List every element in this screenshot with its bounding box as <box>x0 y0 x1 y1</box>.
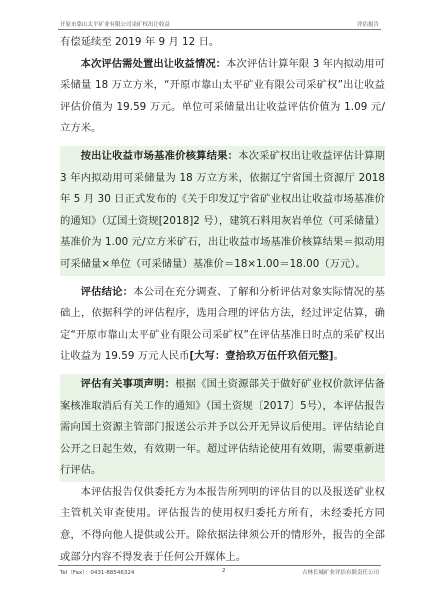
paragraph-lead: 评估有关事项声明： <box>80 377 176 390</box>
paragraph-text: 根据《国土资源部关于做好矿业权价款评估备案核准取消后有关工作的通知》（国土资规〔2017〕5号），本评估报告需向国土资源主管部门报送公示并予以公开无异议后使用。评估结论自公开之日起生效，有效期一年。超过评估结论使用有效期，需要重新进行评估。 <box>60 377 386 477</box>
paragraph-conclusion <box>60 282 385 368</box>
amount-in-words: [大写：壹拾玖万伍仟玖佰元整] <box>189 350 334 363</box>
header-doc-type: 评估报告 <box>356 22 379 28</box>
paragraph-benchmark <box>60 146 385 276</box>
paragraph-text: 本公司在充分调查、了解和分析评估对象实际情况的基础上，依据科学的评估程序，选用合理的评估方法，经过评定估算，确定“开原市靠山太平矿业有限公司采矿权”在评估基准日时点的采矿权出让收益为 19.59 万元人民币 <box>60 285 386 363</box>
paragraph-continuation: 有偿延续至 2019 年 9 月 12 日。 <box>60 36 220 48</box>
paragraph-text: 本次评估计算年限 3 年内拟动用可采储量 18 万立方米，“开原市靠山太平矿业有限公司采矿权”出让收益评估价值为 19.59 万元。单位可采储量出让收益评估价值为 1.09 元/立方米。 <box>60 57 386 135</box>
footer-phone: Tel（Fax）：0431-88546324 <box>60 570 135 576</box>
header-title: 开原市靠山太平矿业有限公司采矿权出让收益 <box>60 22 171 28</box>
footer-company: 吉林长城矿业评估有限责任公司 <box>301 570 379 576</box>
report-body <box>60 32 385 568</box>
page-header <box>60 20 379 28</box>
paragraph-lead: 按出让收益市场基准价核算结果： <box>80 149 239 162</box>
paragraph-lead: 本次评估需处置出让收益情况： <box>80 57 227 70</box>
paragraph-text: 本次采矿权出让收益评估计算期 3 年内拟动用可采储量为 18 万立方米，依据辽宁省国土资源厅 2018 年 5 月 30 日正式发布的《关于印发辽宁省矿业权出让收益市场基准价的通知》（辽国土资规[2018]2 号），建筑石料用灰岩单位（可采储量）基准价为 1.00 元/立方米矿石，出让收益市场基准价核算结果＝拟动用可采储量×单位（可采储量）基准价＝18×1.00＝18.00（万元）。 <box>60 149 385 270</box>
header-divider <box>58 29 381 30</box>
paragraph-disposal <box>60 54 385 140</box>
paragraph-usage: 本评估报告仅供委托方为本报告所列明的评估目的以及报送矿业权主管机关审查使用。评估报告的使用权归委托方所有，未经委托方同意，不得向他人提供或公开。除依据法律须公开的情形外，报告的全部或部分内容不得发表于任何公开媒体上。 <box>60 485 385 563</box>
paragraph-end: 。 <box>333 350 344 363</box>
paragraph-declaration <box>60 374 385 482</box>
paragraph-lead: 评估结论： <box>80 285 134 298</box>
footer-divider <box>58 565 381 566</box>
page-number: 2 <box>222 568 226 574</box>
